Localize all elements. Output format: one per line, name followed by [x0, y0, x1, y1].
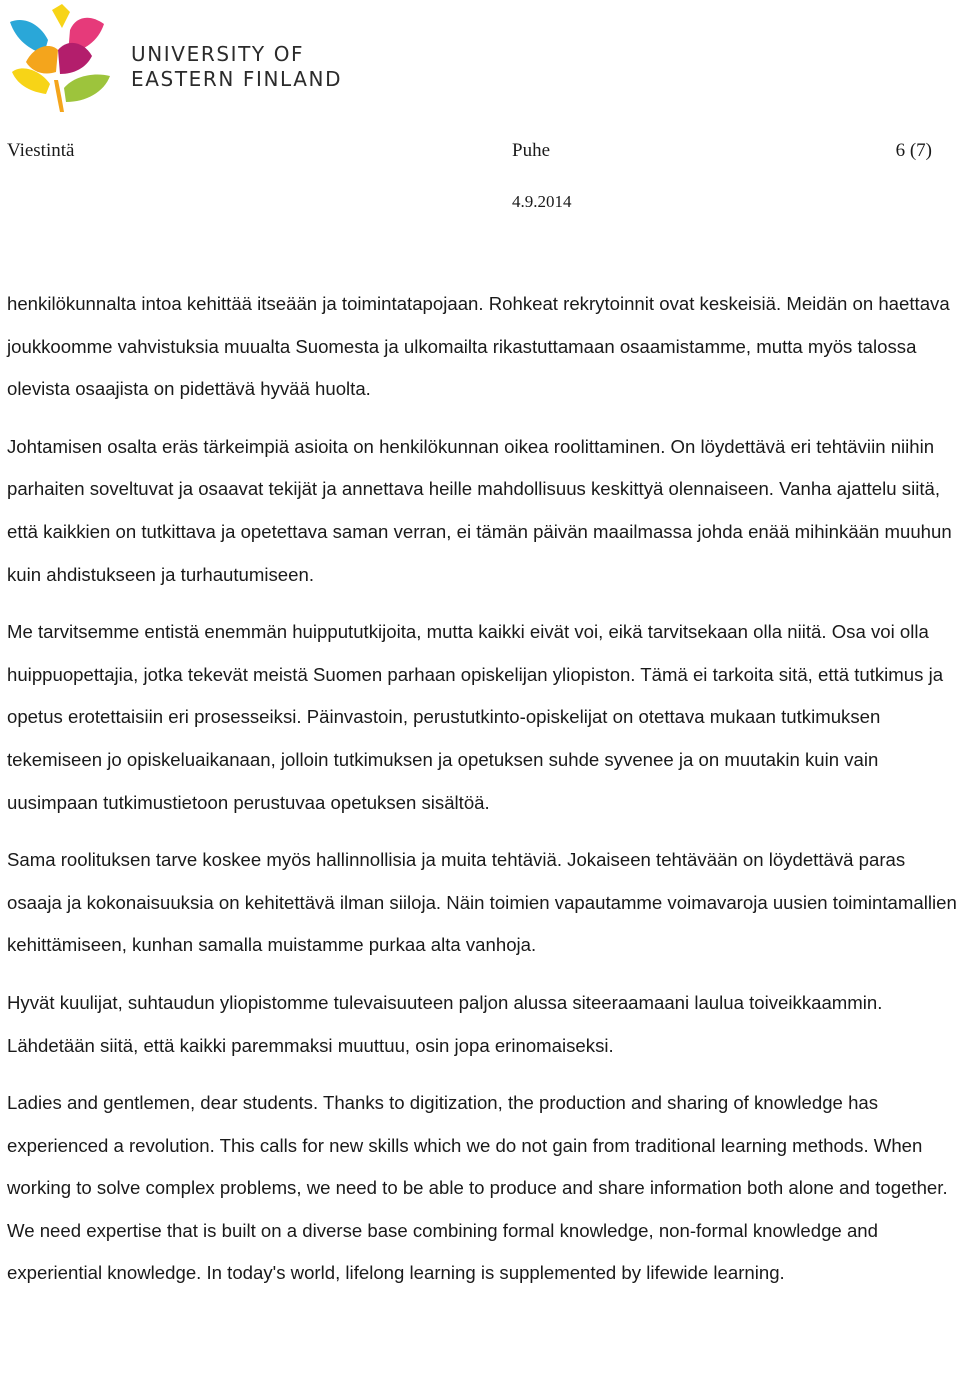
university-name-line1: UNIVERSITY OF — [131, 42, 305, 66]
header-page-number: 6 (7) — [895, 140, 932, 161]
body-paragraph: Hyvät kuulijat, suhtaudun yliopistomme tulevaisuuteen paljon alussa siteeraamaani laulua toiveikkaammin. Lähdetään siitä, että kaikki paremmaksi muuttuu, osin jopa erinomaiseksi. — [7, 991, 883, 1056]
university-name-line2: EASTERN FINLAND — [131, 67, 343, 91]
body-paragraph: henkilökunnalta intoa kehittää itseään ja toimintatapojaan. Rohkeat rekrytoinnit ovat keskeisiä. Meidän on haettava joukkoomme vahvistuksia muualta Suomesta ja ulkomailta rikastuttamaan osaamistamme, mutta myös talossa olevista osaajista on pidettävä hyvää huolta. — [7, 293, 950, 400]
speech-body — [7, 283, 959, 1310]
body-paragraph: Ladies and gentlemen, dear students. Thanks to digitization, the production and sharing of knowledge has experienced a revolution. This calls for new skills which we do not gain from traditional learning methods. When working to solve complex problems, we need to be able to produce and share information both alone and together. We need expertise that is built on a diverse base combining formal knowledge, non-formal knowledge and experiential knowledge. In today's world, lifelong learning is supplemented by lifewide learning. — [7, 1092, 948, 1284]
header-unit: Viestintä — [7, 140, 75, 161]
document-header — [7, 140, 932, 220]
body-paragraph: Sama roolituksen tarve koskee myös hallinnollisia ja muita tehtäviä. Jokaiseen tehtävään on löydettävä paras osaaja ja kokonaisuuksia on kehitettävä ilman siiloja. Näin toimien vapautamme voimavaroja uusien toimintamallien kehittämiseen, kunhan samalla muistamme purkaa alta vanhoja. — [7, 849, 957, 956]
body-paragraph: Me tarvitsemme entistä enemmän huippututkijoita, mutta kaikki eivät voi, eikä tarvitsekaan olla niitä. Osa voi olla huippuopettajia, jotka tekevät meistä Suomen parhaan opiskelijan yliopiston. Tämä ei tarkoita sitä, että tutkimus ja opetus erotettaisiin eri prosesseiksi. Päinvastoin, perustutkinto-opiskelijat on otettava mukaan tutkimuksen tekemiseen jo opiskeluaikanaan, jolloin tutkimuksen ja opetuksen suhde syvenee ja on muutakin kuin vain uusimpaan tutkimustietoon perustuvaa opetuksen sisältöä. — [7, 621, 944, 813]
header-document-type: Puhe — [512, 140, 550, 161]
university-emblem-icon — [6, 2, 114, 114]
university-name — [131, 42, 342, 92]
body-paragraph: Johtamisen osalta eräs tärkeimpiä asioita on henkilökunnan oikea roolittaminen. On löydettävä eri tehtäviin niihin parhaiten soveltuvat ja osaavat tekijät ja annettava heille mahdollisuus keskittyä olennaiseen. Vanha ajattelu siitä, että kaikkien on tutkittava ja opetettava saman verran, ei tämän päivän maailmassa johda enää mihinkään muuhun kuin ahdistukseen ja turhautumiseen. — [7, 435, 952, 585]
university-logo — [6, 2, 366, 114]
header-date: 4.9.2014 — [512, 192, 572, 211]
